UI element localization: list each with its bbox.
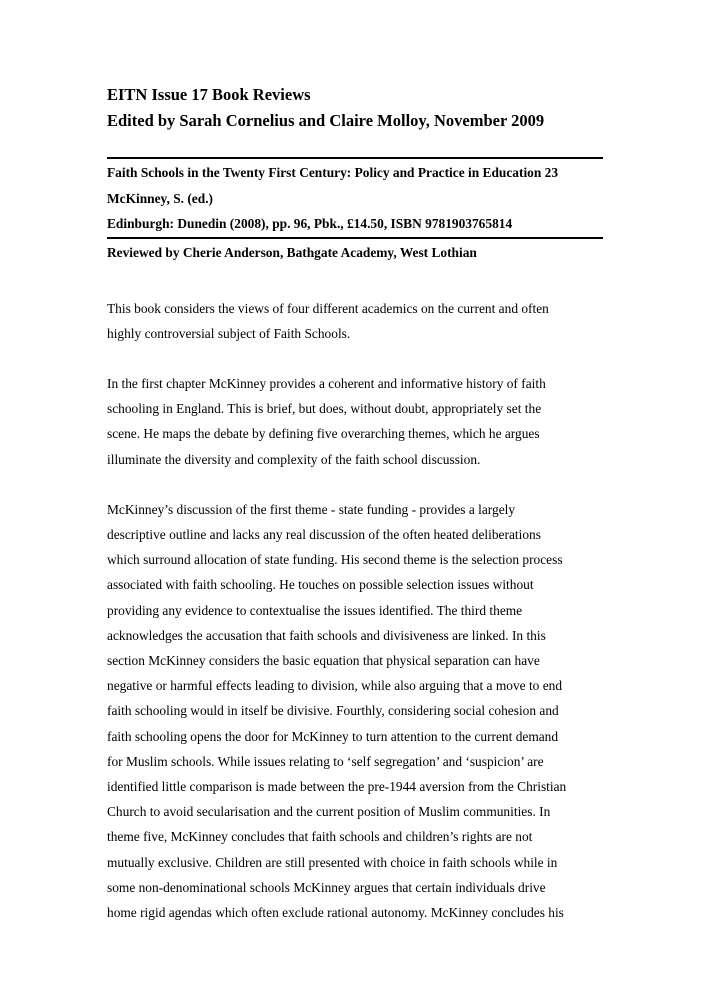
paragraph-line: scene. He maps the debate by defining five overarching themes, which he argues <box>107 426 540 442</box>
paragraph-line: which surround allocation of state funding. His second theme is the selection process <box>107 552 563 568</box>
reviewer-line: Reviewed by Cherie Anderson, Bathgate Academy, West Lothian <box>107 244 477 260</box>
paragraph-line: schooling in England. This is brief, but does, without doubt, appropriately set the <box>107 401 542 417</box>
paragraph-line: section McKinney considers the basic equation that physical separation can have <box>107 652 540 668</box>
book-publication: Edinburgh: Dunedin (2008), pp. 96, Pbk., £14.50, ISBN 9781903765814 <box>107 216 513 231</box>
middle-divider <box>107 237 603 239</box>
review-body <box>107 296 603 926</box>
paragraph-line: home rigid agendas which often exclude rational autonomy. McKinney concludes his <box>107 904 564 920</box>
paragraph-line: illuminate the diversity and complexity of the faith school discussion. <box>107 451 481 467</box>
book-details <box>107 159 603 237</box>
paragraph-3 <box>107 497 603 925</box>
paragraph-line: mutually exclusive. Children are still presented with choice in faith schools while in <box>107 854 558 870</box>
book-author: McKinney, S. (ed.) <box>107 190 214 206</box>
paragraph-1 <box>107 296 603 346</box>
paragraph-line: acknowledges the accusation that faith schools and divisiveness are linked. In this <box>107 627 546 643</box>
paragraph-line: for Muslim schools. While issues relating to ‘self segregation’ and ‘suspicion’ are <box>107 753 544 769</box>
paragraph-line: some non-denominational schools McKinney argues that certain individuals drive <box>107 879 546 895</box>
paragraph-line: In the first chapter McKinney provides a coherent and informative history of faith <box>107 375 546 391</box>
paragraph-2 <box>107 371 603 472</box>
paragraph-line: theme five, McKinney concludes that faith schools and children’s rights are not <box>107 829 533 845</box>
paragraph-line: highly controversial subject of Faith Schools. <box>107 325 351 341</box>
paragraph-line: associated with faith schooling. He touches on possible selection issues without <box>107 577 534 593</box>
paragraph-line: negative or harmful effects leading to division, while also arguing that a move to end <box>107 678 563 694</box>
paragraph-line: This book considers the views of four different academics on the current and often <box>107 300 549 316</box>
editors-line: Edited by Sarah Cornelius and Claire Molloy, November 2009 <box>107 111 545 130</box>
paragraph-line: descriptive outline and lacks any real discussion of the often heated deliberations <box>107 526 541 542</box>
paragraph-line: McKinney’s discussion of the first theme - state funding - provides a largely <box>107 501 516 517</box>
review-series-title: EITN Issue 17 Book Reviews <box>107 85 311 104</box>
paragraph-line: faith schooling would in itself be divisive. Fourthly, considering social cohesion and <box>107 703 559 719</box>
paragraph-line: identified little comparison is made between the pre-1944 aversion from the Christian <box>107 778 567 794</box>
paragraph-line: faith schooling opens the door for McKinney to turn attention to the current demand <box>107 728 559 744</box>
book-title: Faith Schools in the Twenty First Century: Policy and Practice in Education 23 <box>107 165 559 180</box>
paragraph-line: Church to avoid secularisation and the current position of Muslim communities. In <box>107 804 551 820</box>
document-page <box>107 82 603 925</box>
paragraph-line: providing any evidence to contextualise the issues identified. The third theme <box>107 602 523 618</box>
